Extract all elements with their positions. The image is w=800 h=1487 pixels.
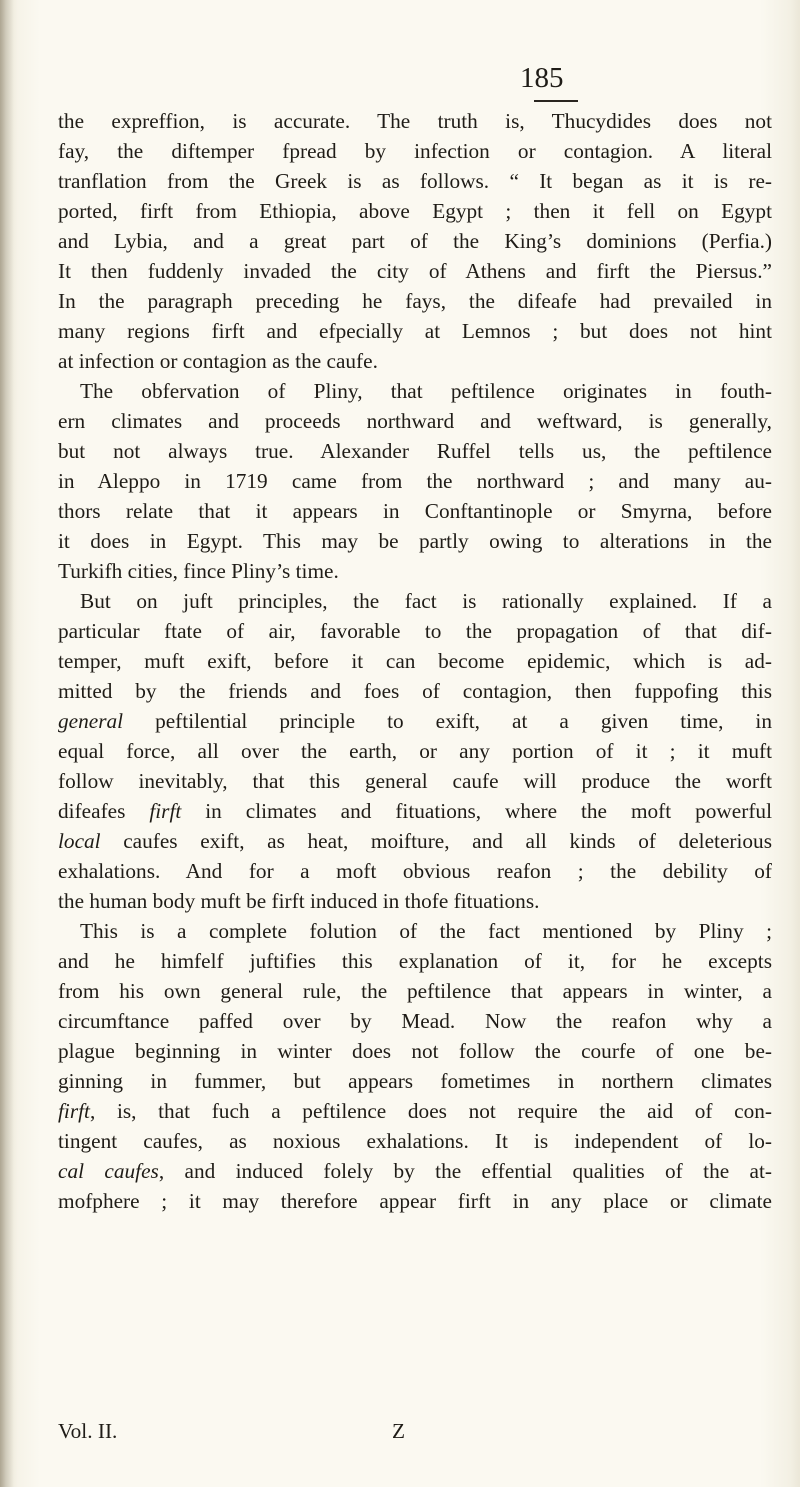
text-line: In the paragraph preceding he fays, the difeafe had prevailed in xyxy=(58,289,772,313)
text-line: ern climates and proceeds northward and weftward, is generally, xyxy=(58,409,772,433)
text-line: ported, firft from Ethiopia, above Egypt ; then it fell on Egypt xyxy=(58,199,772,223)
page-number-rule xyxy=(534,100,578,102)
text-line: The obfervation of Pliny, that peftilence originates in fouth- xyxy=(80,379,772,403)
text-line: mofphere ; it may therefore appear firft in any place or climate xyxy=(58,1189,772,1213)
text-line: tingent caufes, as noxious exhalations. It is independent of lo- xyxy=(58,1129,772,1153)
text-line: particular ftate of air, favorable to the propagation of that dif- xyxy=(58,619,772,643)
text-line: in Aleppo in 1719 came from the northward ; and many au- xyxy=(58,469,772,493)
text-line: This is a complete folution of the fact mentioned by Pliny ; xyxy=(80,919,772,943)
text-line: and he himfelf juftifies this explanation of it, for he excepts xyxy=(58,949,772,973)
text-line: equal force, all over the earth, or any portion of it ; it muft xyxy=(58,739,772,763)
text-line: circumftance paffed over by Mead. Now the reafon why a xyxy=(58,1009,772,1033)
text-line: but not always true. Alexander Ruffel tells us, the peftilence xyxy=(58,439,772,463)
text-line: and Lybia, and a great part of the King’s dominions (Perfia.) xyxy=(58,229,772,253)
body-text xyxy=(58,106,772,1216)
text-line: from his own general rule, the peftilence that appears in winter, a xyxy=(58,979,772,1003)
text-line: the human body muft be firft induced in thofe fituations. xyxy=(58,889,540,913)
text-line: temper, muft exift, before it can become epidemic, which is ad- xyxy=(58,649,772,673)
signature-line: Vol. II. xyxy=(58,1419,118,1443)
text-line: exhalations. And for a moft obvious reafon ; the debility of xyxy=(58,859,772,883)
text-line: plague beginning in winter does not follow the courfe of one be- xyxy=(58,1039,772,1063)
text-line: But on juft principles, the fact is rationally explained. If a xyxy=(80,589,772,613)
text-line: fay, the diftemper fpread by infection or contagion. A literal xyxy=(58,139,772,163)
binding-shadow xyxy=(0,0,14,1487)
text-line: ginning in fummer, but appears fometimes in northern climates xyxy=(58,1069,772,1093)
text-line: thors relate that it appears in Conftantinople or Smyrna, before xyxy=(58,499,772,523)
page-number: 185 xyxy=(520,62,564,94)
text-line: tranflation from the Greek is as follows. “ It began as it is re- xyxy=(58,169,772,193)
signature-mark: Z xyxy=(392,1419,406,1443)
text-line: firft, is, that fuch a peftilence does not require the aid of con- xyxy=(58,1099,772,1123)
text-line: general peftilential principle to exift, at a given time, in xyxy=(58,709,772,733)
text-line: local caufes exift, as heat, moifture, and all kinds of deleterious xyxy=(58,829,772,853)
text-line: at infection or contagion as the caufe. xyxy=(58,349,378,373)
text-line: It then fuddenly invaded the city of Athens and firft the Piersus.” xyxy=(58,259,772,283)
text-line: difeafes firft in climates and fituations, where the moft powerful xyxy=(58,799,772,823)
text-line: Turkifh cities, fince Pliny’s time. xyxy=(58,559,339,583)
text-line: many regions firft and efpecially at Lemnos ; but does not hint xyxy=(58,319,772,343)
text-line: it does in Egypt. This may be partly owing to alterations in the xyxy=(58,529,772,553)
text-line: the expreffion, is accurate. The truth is, Thucydides does not xyxy=(58,109,772,133)
text-line: mitted by the friends and foes of contagion, then fuppofing this xyxy=(58,679,772,703)
text-line: cal caufes, and induced folely by the effential qualities of the at- xyxy=(58,1159,773,1183)
text-line: follow inevitably, that this general caufe will produce the worft xyxy=(58,769,772,793)
